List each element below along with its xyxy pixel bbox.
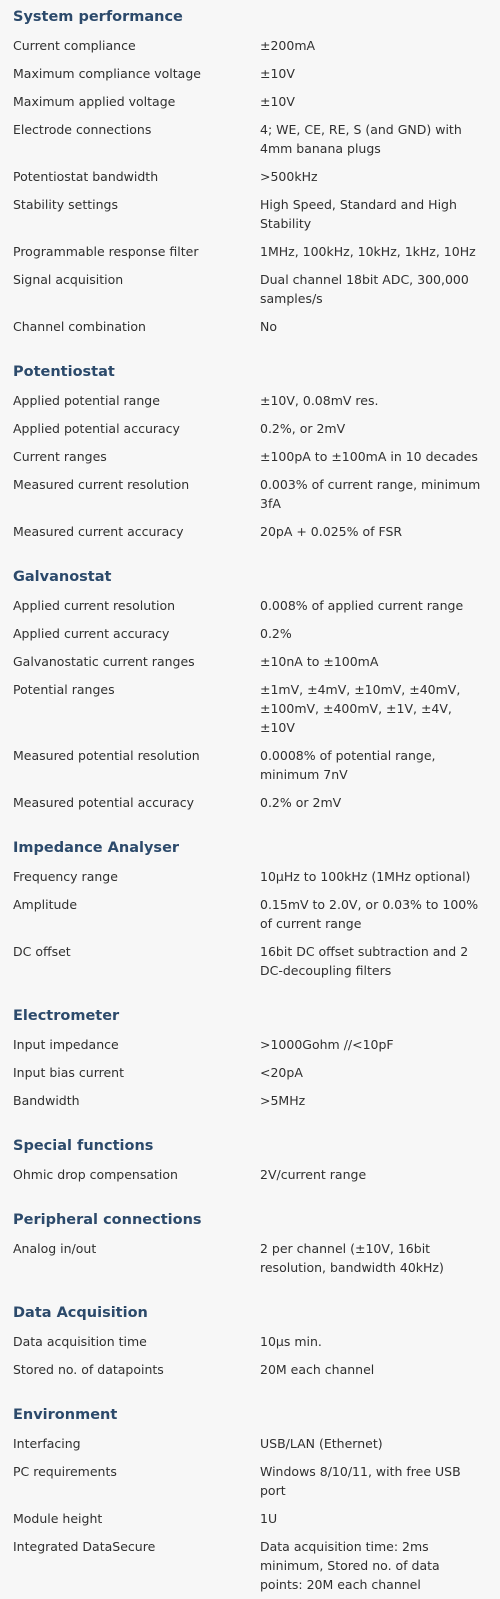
spec-value: 1U — [260, 1511, 278, 1526]
spec-section — [13, 1209, 500, 1282]
spec-value: 0.008% of applied current range — [260, 598, 464, 613]
section-title: Impedance Analyser — [13, 840, 180, 856]
spec-row — [13, 1031, 500, 1059]
spec-row — [13, 1430, 500, 1458]
spec-value: High Speed, Standard and High Stability — [260, 197, 457, 231]
spec-label: Measured potential accuracy — [13, 795, 195, 810]
section-title: System performance — [13, 9, 183, 25]
spec-label: Interfacing — [13, 1436, 81, 1451]
spec-label: Module height — [13, 1511, 103, 1526]
spec-row — [13, 592, 500, 620]
spec-row — [13, 191, 500, 238]
spec-section — [13, 837, 500, 985]
spec-row — [13, 1533, 500, 1599]
spec-value: 2V/current range — [260, 1167, 367, 1182]
spec-value: 2 per channel (±10V, 16bit resolution, bandwidth 40kHz) — [260, 1241, 444, 1275]
spec-row — [13, 116, 500, 163]
spec-value: 10µs min. — [260, 1334, 322, 1349]
spec-label: Measured potential resolution — [13, 748, 200, 763]
spec-label: Potentiostat bandwidth — [13, 169, 159, 184]
spec-section — [13, 1302, 500, 1384]
section-title: Data Acquisition — [13, 1305, 148, 1321]
section-title: Electrometer — [13, 1008, 120, 1024]
spec-row — [13, 1356, 500, 1384]
spec-label: Current compliance — [13, 38, 136, 53]
spec-value: 0.003% of current range, minimum 3fA — [260, 477, 481, 511]
spec-value: 4; WE, CE, RE, S (and GND) with 4mm banana plugs — [260, 122, 462, 156]
spec-label: Input impedance — [13, 1037, 119, 1052]
spec-value: <20pA — [260, 1065, 303, 1080]
spec-label: Data acquisition time — [13, 1334, 147, 1349]
spec-label: Galvanostatic current ranges — [13, 654, 195, 669]
spec-row — [13, 1505, 500, 1533]
spec-value: ±10V — [260, 66, 295, 81]
spec-row — [13, 676, 500, 742]
spec-row — [13, 32, 500, 60]
spec-label: Frequency range — [13, 869, 118, 884]
spec-value: 0.2% — [260, 626, 292, 641]
spec-value: Windows 8/10/11, with free USB port — [260, 1464, 461, 1498]
spec-label: Stored no. of datapoints — [13, 1362, 164, 1377]
spec-value: >5MHz — [260, 1093, 306, 1108]
spec-label: Measured current resolution — [13, 477, 190, 492]
spec-section — [13, 6, 500, 341]
spec-label: Input bias current — [13, 1065, 124, 1080]
spec-label: Bandwidth — [13, 1093, 80, 1108]
spec-value: ±10V, 0.08mV res. — [260, 393, 379, 408]
section-title: Special functions — [13, 1138, 154, 1154]
spec-row — [13, 1161, 500, 1189]
spec-row — [13, 1328, 500, 1356]
spec-label: PC requirements — [13, 1464, 117, 1479]
spec-label: Channel combination — [13, 319, 146, 334]
spec-label: Applied current accuracy — [13, 626, 170, 641]
spec-section — [13, 1404, 500, 1599]
spec-row — [13, 1087, 500, 1115]
spec-value: >1000Gohm //<10pF — [260, 1037, 394, 1052]
spec-value: 0.0008% of potential range, minimum 7nV — [260, 748, 436, 782]
spec-section — [13, 1135, 500, 1189]
spec-label: Maximum applied voltage — [13, 94, 176, 109]
spec-row — [13, 518, 500, 546]
spec-label: Ohmic drop compensation — [13, 1167, 178, 1182]
spec-value: USB/LAN (Ethernet) — [260, 1436, 383, 1451]
spec-value: 0.2%, or 2mV — [260, 421, 346, 436]
spec-label: Signal acquisition — [13, 272, 124, 287]
spec-label: Maximum compliance voltage — [13, 66, 201, 81]
spec-value: 20pA + 0.025% of FSR — [260, 524, 403, 539]
spec-row — [13, 443, 500, 471]
spec-label: Applied potential accuracy — [13, 421, 180, 436]
spec-label: Current ranges — [13, 449, 107, 464]
spec-label: Applied potential range — [13, 393, 160, 408]
spec-label: Amplitude — [13, 897, 78, 912]
spec-value: 0.2% or 2mV — [260, 795, 342, 810]
spec-label: Stability settings — [13, 197, 118, 212]
spec-row — [13, 789, 500, 817]
spec-value: 10µHz to 100kHz (1MHz optional) — [260, 869, 471, 884]
spec-label: Integrated DataSecure — [13, 1539, 156, 1554]
spec-label: Electrode connections — [13, 122, 152, 137]
spec-value: 1MHz, 100kHz, 10kHz, 1kHz, 10Hz — [260, 244, 476, 259]
spec-label: DC offset — [13, 944, 71, 959]
spec-value: No — [260, 319, 277, 334]
section-title: Potentiostat — [13, 364, 115, 380]
spec-row — [13, 620, 500, 648]
spec-row — [13, 266, 500, 313]
spec-row — [13, 471, 500, 518]
spec-value: Dual channel 18bit ADC, 300,000 samples/s — [260, 272, 469, 306]
spec-value: >500kHz — [260, 169, 318, 184]
spec-section — [13, 1005, 500, 1115]
spec-label: Applied current resolution — [13, 598, 176, 613]
spec-section — [13, 361, 500, 546]
spec-row — [13, 742, 500, 789]
spec-row — [13, 938, 500, 985]
spec-row — [13, 387, 500, 415]
spec-value: ±10V — [260, 94, 295, 109]
section-title: Peripheral connections — [13, 1212, 202, 1228]
spec-row — [13, 1235, 500, 1282]
section-title: Galvanostat — [13, 569, 112, 585]
spec-section — [13, 566, 500, 817]
spec-row — [13, 415, 500, 443]
spec-label: Measured current accuracy — [13, 524, 184, 539]
spec-row — [13, 1059, 500, 1087]
spec-value: ±1mV, ±4mV, ±10mV, ±40mV, ±100mV, ±400mV, ±1V, ±4V, ±10V — [260, 682, 461, 735]
spec-row — [13, 863, 500, 891]
spec-label: Potential ranges — [13, 682, 115, 697]
spec-row — [13, 313, 500, 341]
spec-value: Data acquisition time: 2ms minimum, Stored no. of data points: 20M each channel — [260, 1539, 440, 1592]
spec-value: 20M each channel — [260, 1362, 375, 1377]
spec-label: Programmable response filter — [13, 244, 199, 259]
spec-value: ±10nA to ±100mA — [260, 654, 379, 669]
spec-row — [13, 60, 500, 88]
spec-value: ±100pA to ±100mA in 10 decades — [260, 449, 478, 464]
spec-row — [13, 238, 500, 266]
section-title: Environment — [13, 1407, 118, 1423]
spec-row — [13, 163, 500, 191]
spec-value: 16bit DC offset subtraction and 2 DC-decoupling filters — [260, 944, 469, 978]
spec-row — [13, 88, 500, 116]
spec-value: 0.15mV to 2.0V, or 0.03% to 100% of current range — [260, 897, 479, 931]
spec-row — [13, 1458, 500, 1505]
spec-value: ±200mA — [260, 38, 316, 53]
spec-row — [13, 648, 500, 676]
spec-label: Analog in/out — [13, 1241, 97, 1256]
spec-row — [13, 891, 500, 938]
